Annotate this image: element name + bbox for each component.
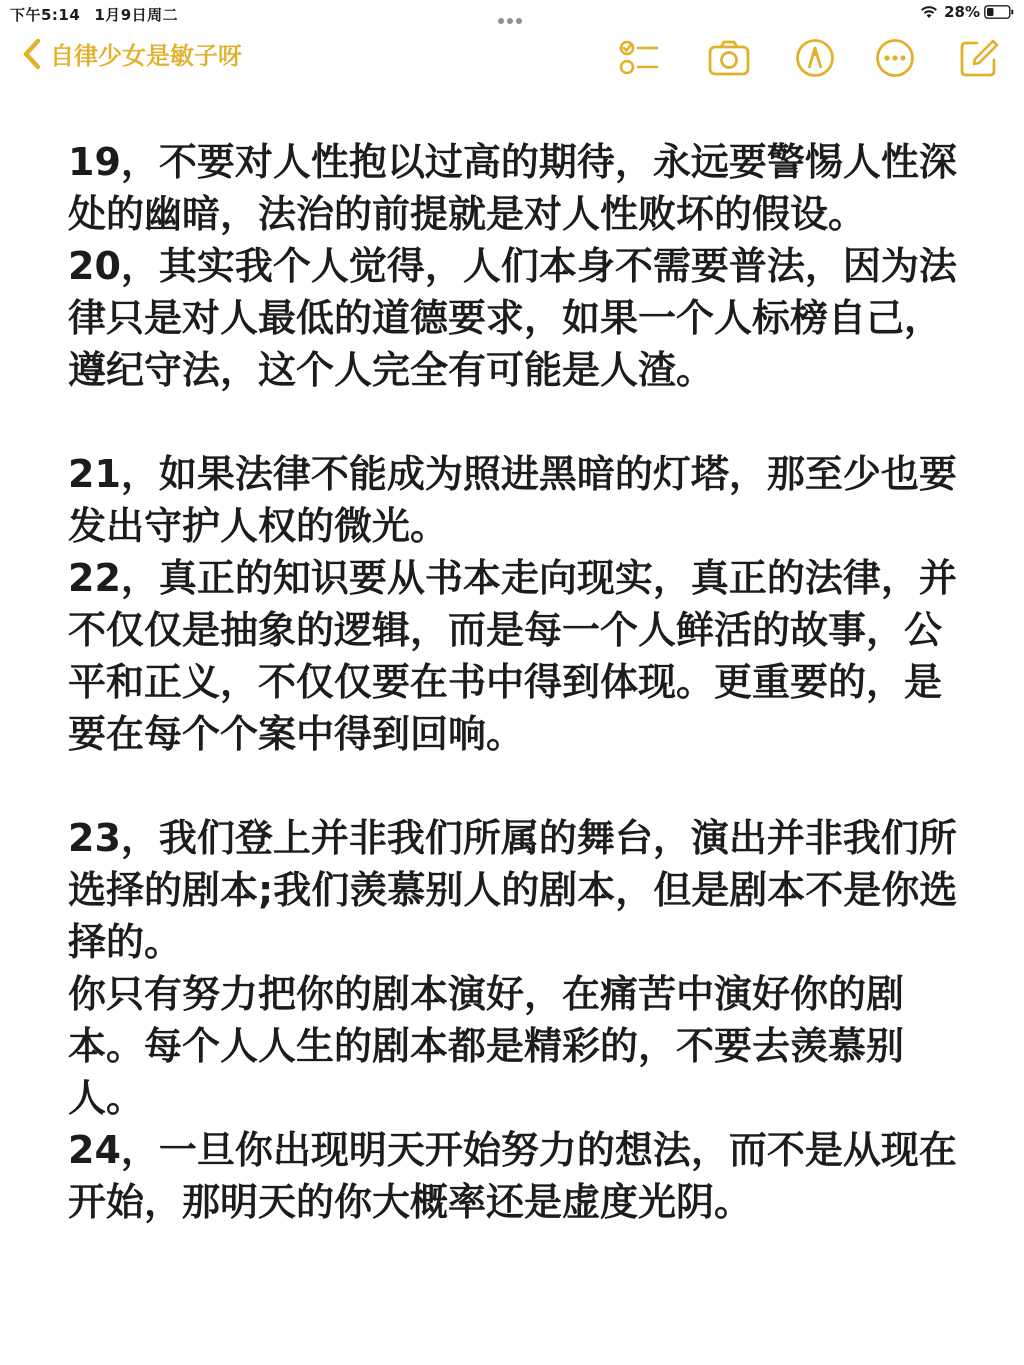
multitask-dots-icon[interactable] [498,10,528,18]
note-paragraph-20: 20，其实我个人觉得，人们本身不需要普法，因为法律只是对人最低的道德要求，如果一个人标榜自己，遵纪守法，这个人完全有可能是人渣。 [68,244,957,392]
note-paragraph-24: 24，一旦你出现明天开始努力的想法，而不是从现在开始，那明天的你大概率还是虚度光阴。 [68,1128,957,1224]
camera-icon [707,36,751,80]
battery-icon [984,5,1014,19]
markup-button[interactable] [793,36,837,80]
notes-toolbar [0,30,1024,84]
compose-icon [957,36,1001,80]
status-time: 下午5:14 [10,6,81,24]
note-paragraph-19: 19，不要对人性抱以过高的期待，永远要警惕人性深处的幽暗，法治的前提就是对人性败坏的假设。 [68,140,957,236]
more-icon [873,36,917,80]
status-bar [0,0,1024,26]
status-indicators [920,3,1014,21]
note-paragraph-22: 22，真正的知识要从书本走向现实，真正的法律，并不仅仅是抽象的逻辑，而是每一个人鲜活的故事，公平和正义，不仅仅要在书中得到体现。更重要的，是要在每个个案中得到回响。 [68,556,957,756]
checklist-icon [617,36,661,80]
note-paragraph-21: 21，如果法律不能成为照进黑暗的灯塔，那至少也要发出守护人权的微光。 [68,452,957,548]
blank-line [68,396,958,448]
wifi-icon [920,5,938,19]
blank-line [68,760,958,812]
chevron-left-icon [22,38,42,70]
battery-percent: 28% [944,3,980,21]
markup-icon [793,36,837,80]
back-button[interactable] [22,36,242,71]
more-options-button[interactable] [873,36,917,80]
checklist-button[interactable] [617,36,661,80]
camera-button[interactable] [707,36,751,80]
status-time-date [10,4,192,25]
status-date: 1月9日周二 [94,6,179,24]
note-paragraph-23: 23，我们登上并非我们所属的舞台，演出并非我们所选择的剧本;我们羡慕别人的剧本，但是剧本不是你选择的。 [68,816,958,964]
note-content[interactable] [68,136,958,1228]
back-folder-label: 自律少女是敏子呀 [50,42,242,70]
compose-button[interactable] [957,36,1001,80]
note-paragraph-23b: 你只有努力把你的剧本演好，在痛苦中演好你的剧本。每个人人生的剧本都是精彩的，不要去羡慕别人。 [68,972,905,1120]
